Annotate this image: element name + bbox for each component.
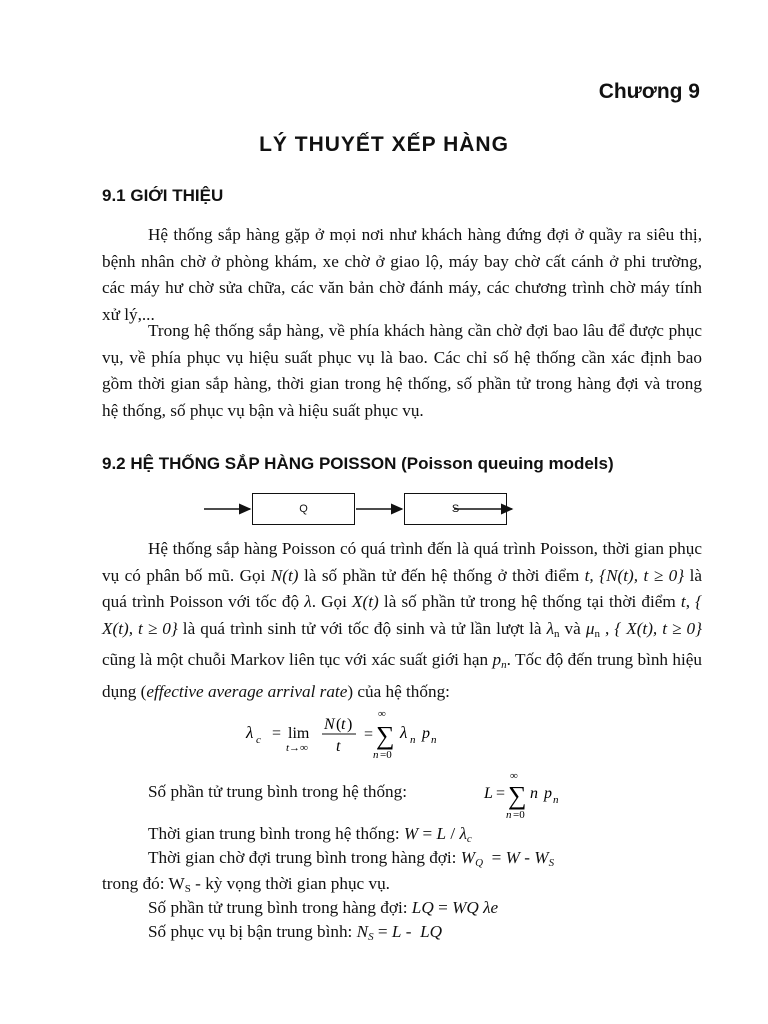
svg-text:λ: λ	[246, 723, 254, 742]
server-box: S	[404, 493, 507, 525]
math-lambda-n: λ	[546, 618, 555, 638]
svg-text:n: n	[431, 734, 437, 746]
paragraph-intro-1	[102, 222, 702, 328]
page-title: LÝ THUYẾT XẾP HÀNG	[259, 133, 509, 156]
poisson-text-h: cũng là một chuỗi Markov liên tục với xác suất giới hạn	[102, 650, 493, 669]
poisson-text-f: là quá trình sinh tử với tốc độ sinh và tử lần lượt là	[177, 618, 547, 638]
poisson-text-c: là quá trình Poisson với tốc độ	[102, 565, 702, 611]
svg-text:=: =	[496, 785, 506, 802]
svg-text:t: t	[341, 716, 346, 733]
line-WQ-text: Thời gian chờ đợi trung bình trong hàng đợi:	[148, 848, 461, 867]
line-W-text: Thời gian trung bình trong hệ thống:	[148, 824, 404, 843]
svg-text:n: n	[373, 749, 379, 760]
svg-text:n: n	[530, 785, 538, 802]
math-sub-n2: n	[594, 627, 600, 640]
svg-text:c: c	[256, 734, 261, 746]
svg-text:N: N	[324, 716, 335, 733]
svg-text:n: n	[553, 794, 559, 806]
svg-text:lim: lim	[288, 725, 310, 742]
queue-diagram	[204, 490, 516, 530]
poisson-text-k: ) của hệ thống:	[347, 681, 450, 701]
line-WQ: Thời gian chờ đợi trung bình trong hàng đợi: $W_Q = W - W_S$	[148, 848, 555, 869]
math-Nt: N(t)	[270, 565, 299, 585]
formula-lambda-c	[240, 708, 480, 760]
line-NS: Số phục vụ bị bận trung bình: $N_S = L$ - LQ	[148, 922, 443, 943]
line-L	[148, 780, 407, 804]
svg-text:=: =	[272, 725, 282, 742]
math-mu-n: μ	[585, 618, 595, 638]
svg-text:t: t	[336, 738, 341, 755]
math-Xt: X(t)	[352, 592, 379, 611]
poisson-text-d: . Gọi	[311, 592, 353, 611]
queue-box: Q	[252, 493, 355, 525]
section-heading-2: 9.2 HỆ THỐNG SẮP HÀNG POISSON (Poisson queuing models)	[102, 454, 614, 473]
svg-text:∑: ∑	[376, 721, 395, 750]
svg-text:n: n	[410, 734, 416, 746]
svg-text:∞: ∞	[378, 708, 386, 720]
math-t2: t	[680, 592, 686, 611]
line-WS-text-b: - kỳ vọng thời gian phục vụ.	[190, 874, 390, 893]
poisson-text-i: . Tốc độ đến trung bình hiệu dụng (	[102, 650, 702, 701]
svg-text:t→∞: t→∞	[286, 742, 308, 754]
paragraph-intro-2	[102, 318, 702, 424]
poisson-text-e: là số phần tử trong hệ thống tại thời điểm	[378, 592, 681, 611]
poisson-text-a: Hệ thống sắp hàng Poisson có quá trình đến là quá trình Poisson, thời gian phục vụ có phân bố mũ. Gọi	[102, 539, 702, 585]
line-NS-text: Số phục vụ bị bận trung bình:	[148, 922, 357, 941]
paragraph-poisson: Hệ thống sắp hàng Poisson có quá trình đến là quá trình Poisson, thời gian phục vụ có phân bố mũ. Gọi N(t) là số phần tử đến hệ thống ở thời điểm t, {N(t), t ≥ 0} là quá trình Poisson với tốc độ λ. Gọi X(t) là số phần tử trong hệ thống tại thời điểm t, { X(t), t ≥ 0} là quá trình sinh tử với tốc độ sinh và tử lần lượt là $\lambda_n$ và $\mu_n$ , { X(t), t ≥ 0} cũng là một chuỗi Markov liên tục với xác suất giới hạn $p_n$. Tốc độ đến trung bình hiệu dụng (effective average arrival rate) của hệ thống:	[102, 539, 702, 701]
paragraph-intro-2-text: Trong hệ thống sắp hàng, về phía khách hàng cần chờ đợi bao lâu để được phục vụ, về phía phục vụ hiệu suất phục vụ là bao. Các chỉ số hệ thống cần xác định bao gồm thời gian sắp hàng, thời gian trong hệ thống, số phần tử trong hàng đợi và trong hệ thống, số phục vụ bận và hiệu suất phục vụ.	[102, 321, 702, 420]
math-p: p	[492, 650, 502, 669]
paragraph-intro-1-text: Hệ thống sắp hàng gặp ở mọi nơi như khách hàng đứng đợi ở quầy ra siêu thị, bệnh nhân chờ ở phòng khám, xe chờ ở giao lộ, máy bay chờ cất cánh ở phi trường, các máy hư chờ sửa chữa, các văn bản chờ đánh máy, các chương trình chờ máy tính xử lý,...	[102, 225, 702, 324]
svg-text:n: n	[506, 809, 512, 820]
math-set1: {N(t), t ≥ 0}	[599, 565, 685, 585]
line-L-text: Số phần tử trung bình trong hệ thống:	[148, 782, 407, 801]
section-heading-1: 9.1 GIỚI THIỆU	[102, 186, 224, 205]
line-LQ: Số phần tử trung bình trong hàng đợi: LQ = WQ λe	[148, 898, 499, 917]
svg-text:λ: λ	[400, 723, 408, 742]
svg-text:=0: =0	[513, 809, 525, 820]
svg-text:): )	[347, 716, 353, 733]
svg-text:L: L	[484, 785, 493, 802]
svg-text:∞: ∞	[510, 770, 518, 782]
poisson-text-b: là số phần tử đến hệ thống ở thời điểm	[298, 565, 585, 585]
math-t: t,	[584, 565, 594, 585]
math-set2: { X(t), t ≥ 0}	[102, 592, 702, 638]
svg-text:∑: ∑	[508, 781, 527, 810]
formula-L	[482, 770, 592, 820]
line-LQ-text: Số phần tử trung bình trong hàng đợi:	[148, 898, 412, 917]
svg-text:=: =	[364, 726, 374, 743]
svg-text:p: p	[422, 725, 430, 742]
line-WS-text-a: trong đó: W	[102, 874, 185, 893]
math-sub-n1: n	[554, 627, 560, 640]
line-W: Thời gian trung bình trong hệ thống: $W = L / \lambda_c$	[148, 824, 472, 845]
math-sub-n3: n	[501, 659, 507, 671]
chapter-label: Chương 9	[598, 80, 700, 103]
math-lambda: λ	[304, 592, 312, 611]
svg-text:p: p	[544, 785, 552, 802]
poisson-text-j: effective average arrival rate	[146, 681, 348, 701]
math-set2-b: { X(t), t ≥ 0}	[614, 618, 702, 638]
svg-text:=0: =0	[380, 749, 392, 760]
poisson-text-g: và	[559, 618, 586, 638]
svg-text:(: (	[336, 716, 342, 733]
line-WS: trong đó: $W_S$ - kỳ vọng thời gian phục vụ.	[102, 874, 390, 895]
